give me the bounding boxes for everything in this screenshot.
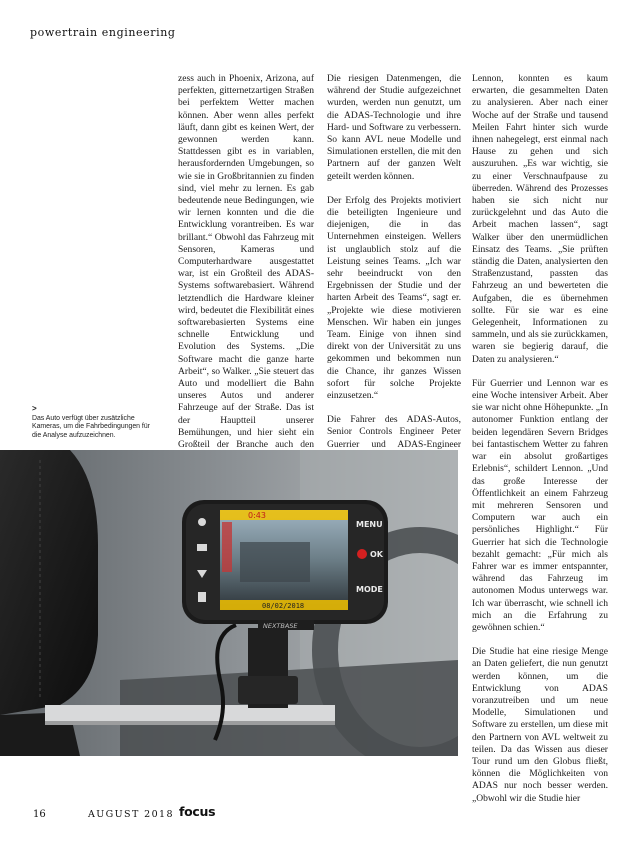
paragraph: Die Fahrer des ADAS-Autos, Senior Controls Engineer Peter Guerrier und ADAS-Engineer xyxy=(327,414,461,450)
section-header: powertrain engineering xyxy=(30,26,176,39)
screen-time: 0:43 xyxy=(248,511,266,520)
screen-date: 08/02/2018 xyxy=(262,602,305,610)
paragraph: Der Erfolg des Projekts motiviert die beteiligten Ingenieure und diejenigen, die in das Unternehmen einsteigen. Wellers ist unglaublich stolz auf die Leistung seines Teams. „Ich war sehr beeindruckt von den Ergebnissen der Studie und der harten Arbeit des Teams“, sagt er. „Projekte wie diese motivieren Menschen. Wir haben ein junges Team. Einige von ihnen sind direkt von der Universität zu uns gekommen und bekommen nun die Chance, ihr ganzes Wissen sofort für solche Projekte einzusetzen.“ xyxy=(327,194,461,402)
paragraph: Für Guerrier und Lennon war es eine Woche intensiver Arbeit. Aber sie war nicht ohne Höhepunkte. „In autonomer Funktion entlang der beiden legendären Severn Bridges bei fantastischem Wetter zu fahren war ein absolut großartiges Erlebnis“, schildert Lennon. „Und das große Interesse der Öffentlichkeit an einem Fahrzeug mit mehreren Sensoren und Computern war auch ein persönliches Highlight.“ Für Guerrier hat sich die Technologie bezahlt gemacht: „Für mich als Fahrer war es immer entspannter, während das Fahrzeug im autonomen Modus unterwegs war. Ich war überrascht, wie schnell ich mich an die Erfahrung zu gewöhnen schien.“ xyxy=(472,377,608,633)
dashcam-photo xyxy=(0,450,458,756)
menu-label: MENU xyxy=(356,520,383,529)
magazine-logo: focus xyxy=(179,804,216,819)
caption-arrow-icon: > xyxy=(32,404,37,413)
mode-label: MODE xyxy=(356,585,383,594)
paragraph: Die Studie hat eine riesige Menge an Daten geliefert, die nun genutzt werden können, um die Entwicklung von ADAS voranzutreiben und um neue Modelle, Simulationen und Software zu erstellen, um diese mit den Partnern von AVL weltweit zu teilen. Da das Wissen aus dieser Tour rund um den Globus fließt, können die Möglichkeiten von ADAS nur noch besser werden. „Obwohl wir die Studie hier xyxy=(472,646,608,804)
brand-label: NEXTBASE xyxy=(263,622,298,630)
text-column-1 xyxy=(178,73,314,464)
paragraph: zess auch in Phoenix, Arizona, auf perfekten, gitternetzartigen Straßen bei perfektem Wetter machen können. Aber wenn alles perfekt läuft, dann gibt es keinen Wert, der gewonnen werden kann. Stattdessen gibt es in variablen, herausfordernden Umgebungen, so wie sie in Großbritannien zu finden sind, viel mehr zu lernen. Es gab bedeutende neue Bedingungen, wie wir lernen konnten und die die Entwicklung vorantreiben. Es war brillant.“ Obwohl das Fahrzeug mit Sensoren, Kameras und Computerhardware ausgestattet war, ist ein Großteil des ADAS-Systems softwarebasiert. Während letztendlich die Hardware kleiner wird, bedeutet die Flexibilität eines softwarebasierten Systems eine schnelle Entwicklung und Evolution des Systems. „Die Software macht die ganze harte Arbeit“, so Walker. „Sie steuert das Auto und modelliert die Bahn unseres Autos und anderer Fahrzeuge auf der Straße. Das ist der Hauptteil unserer Bemühungen, und hier sieht ein Großteil der Branche auch den xyxy=(178,73,314,451)
page-number: 16 xyxy=(33,809,46,820)
issue-date: AUGUST 2018 xyxy=(88,809,174,820)
text-column-2 xyxy=(327,73,461,463)
ok-label: OK xyxy=(370,550,383,559)
caption-text: Das Auto verfügt über zusätzliche Kameras, um die Fahrbedingungen für die Analyse aufzuzeichnen. xyxy=(32,415,150,439)
paragraph: Lennon, konnten es kaum erwarten, die gesammelten Daten zu analysieren. Aber nach einer Woche auf der Straße und tausend Meilen Fahrt hinter sich wurde ihnen nahegelegt, erst einmal nach Hause zu gehen und sich auszuruhen. „Es war wichtig, sie zu einer Verschnaufpause zu überreden. Während des Prozesses haben sie sich nicht nur zurückgelehnt und das Auto die Arbeit machen lassen“, sagt Walker über den unermüdlichen Einsatz des Teams. „Sie prüften ständig die Daten, analysierten den Straßenzustand, passten das Fahrzeug an und bewerteten die Aufgaben, die es übernehmen sollte. Für sie war es eine Gelegenheit, Informationen zu sammeln, und als sie zurückkamen, waren sie begierig darauf, die Daten zu analysieren.“ xyxy=(472,73,608,365)
paragraph: Die riesigen Datenmengen, die während der Studie aufgezeichnet wurden, werden nun genutzt, um die ADAS-Technologie und ihre Hard- und Software zu verbessern. So kann AVL neue Modelle und Simulationen erstellen, die mit den Partnern auf der ganzen Welt geteilt werden können. xyxy=(327,73,461,182)
photo-caption xyxy=(32,405,160,440)
text-column-3 xyxy=(472,73,608,805)
